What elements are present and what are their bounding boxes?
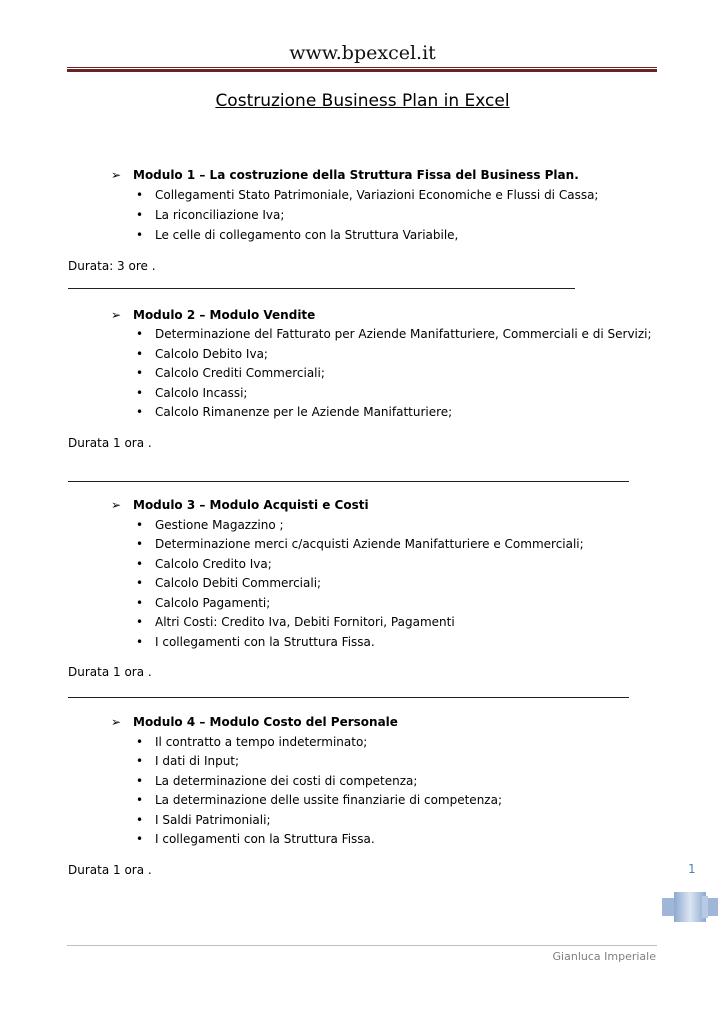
bullet-icon: • — [136, 793, 144, 807]
module-3-heading-text: Modulo 3 – Modulo Acquisti e Costi — [133, 498, 369, 512]
bullet-icon: • — [136, 832, 144, 846]
module-4-item: • I Saldi Patrimoniali; — [136, 813, 271, 827]
module-3-item: • Gestione Magazzino ; — [136, 518, 284, 532]
module-3-item: • Calcolo Pagamenti; — [136, 596, 271, 610]
module-3-item: • Calcolo Credito Iva; — [136, 557, 272, 571]
module-1-heading-text: Modulo 1 – La costruzione della Struttura Fissa del Business Plan. — [133, 168, 579, 182]
module-2-item: • Calcolo Rimanenze per le Aziende Manifatturiere; — [136, 405, 453, 419]
module-1-item: • La riconciliazione Iva; — [136, 208, 285, 222]
module-4-item: • I collegamenti con la Struttura Fissa. — [136, 832, 375, 846]
bullet-icon: • — [136, 735, 144, 749]
bullet-icon: • — [136, 813, 144, 827]
module-2-item: • Calcolo Crediti Commerciali; — [136, 366, 325, 380]
module-4-item: • I dati di Input; — [136, 754, 240, 768]
module-3-duration: Durata 1 ora . — [68, 665, 152, 679]
bullet-icon: • — [136, 405, 144, 419]
header-rule-thick — [67, 69, 657, 72]
bullet-icon: • — [136, 366, 144, 380]
separator-line — [68, 481, 629, 482]
bullet-icon: • — [136, 774, 144, 788]
arrow-bullet-icon: ➢ — [111, 498, 122, 512]
bullet-icon: • — [136, 208, 144, 222]
bullet-icon: • — [136, 557, 144, 571]
bullet-icon: • — [136, 327, 144, 341]
module-2-duration: Durata 1 ora . — [68, 436, 152, 450]
arrow-bullet-icon: ➢ — [111, 168, 122, 182]
module-3-item: • I collegamenti con la Struttura Fissa. — [136, 635, 375, 649]
bullet-icon: • — [136, 615, 144, 629]
module-2-item: • Calcolo Incassi; — [136, 386, 248, 400]
module-3-item: • Altri Costi: Credito Iva, Debiti Fornitori, Pagamenti — [136, 615, 455, 629]
bullet-icon: • — [136, 635, 144, 649]
module-3-item: • Calcolo Debiti Commerciali; — [136, 576, 322, 590]
bullet-icon: • — [136, 228, 144, 242]
module-2-heading-text: Modulo 2 – Modulo Vendite — [133, 308, 316, 322]
header-rule-thin — [67, 67, 657, 68]
author-name: Gianluca Imperiale — [552, 950, 656, 963]
module-2-item: • Calcolo Debito Iva; — [136, 347, 268, 361]
module-4-duration: Durata 1 ora . — [68, 863, 152, 877]
bullet-icon: • — [136, 188, 144, 202]
footer-rule — [67, 945, 657, 946]
bullet-icon: • — [136, 518, 144, 532]
module-1-heading — [111, 168, 579, 182]
bullet-icon: • — [136, 754, 144, 768]
module-3-item: • Determinazione merci c/acquisti Aziende Manifatturiere e Commerciali; — [136, 537, 584, 551]
bullet-icon: • — [136, 596, 144, 610]
separator-line — [68, 288, 575, 289]
site-url: www.bpexcel.it — [289, 42, 436, 64]
bullet-icon: • — [136, 537, 144, 551]
page-tab-decoration — [662, 892, 718, 922]
module-3-heading — [111, 498, 369, 512]
module-4-item: • Il contratto a tempo indeterminato; — [136, 735, 368, 749]
arrow-bullet-icon: ➢ — [111, 715, 122, 729]
module-1-item: • Le celle di collegamento con la Struttura Variabile, — [136, 228, 459, 242]
bullet-icon: • — [136, 576, 144, 590]
bullet-icon: • — [136, 347, 144, 361]
module-4-heading — [111, 715, 398, 729]
module-1-duration: Durata: 3 ore . — [68, 259, 156, 273]
arrow-bullet-icon: ➢ — [111, 308, 122, 322]
page-number: 1 — [688, 862, 696, 876]
bullet-icon: • — [136, 386, 144, 400]
module-4-item: • La determinazione delle ussite finanziarie di competenza; — [136, 793, 502, 807]
module-2-heading — [111, 308, 315, 322]
document-title: Costruzione Business Plan in Excel — [215, 91, 510, 111]
module-4-item: • La determinazione dei costi di competenza; — [136, 774, 418, 788]
separator-line — [68, 697, 629, 698]
module-2-item: • Determinazione del Fatturato per Aziende Manifatturiere, Commerciali e di Servizi; — [136, 327, 652, 341]
module-4-heading-text: Modulo 4 – Modulo Costo del Personale — [133, 715, 398, 729]
module-1-item: • Collegamenti Stato Patrimoniale, Variazioni Economiche e Flussi di Cassa; — [136, 188, 599, 202]
